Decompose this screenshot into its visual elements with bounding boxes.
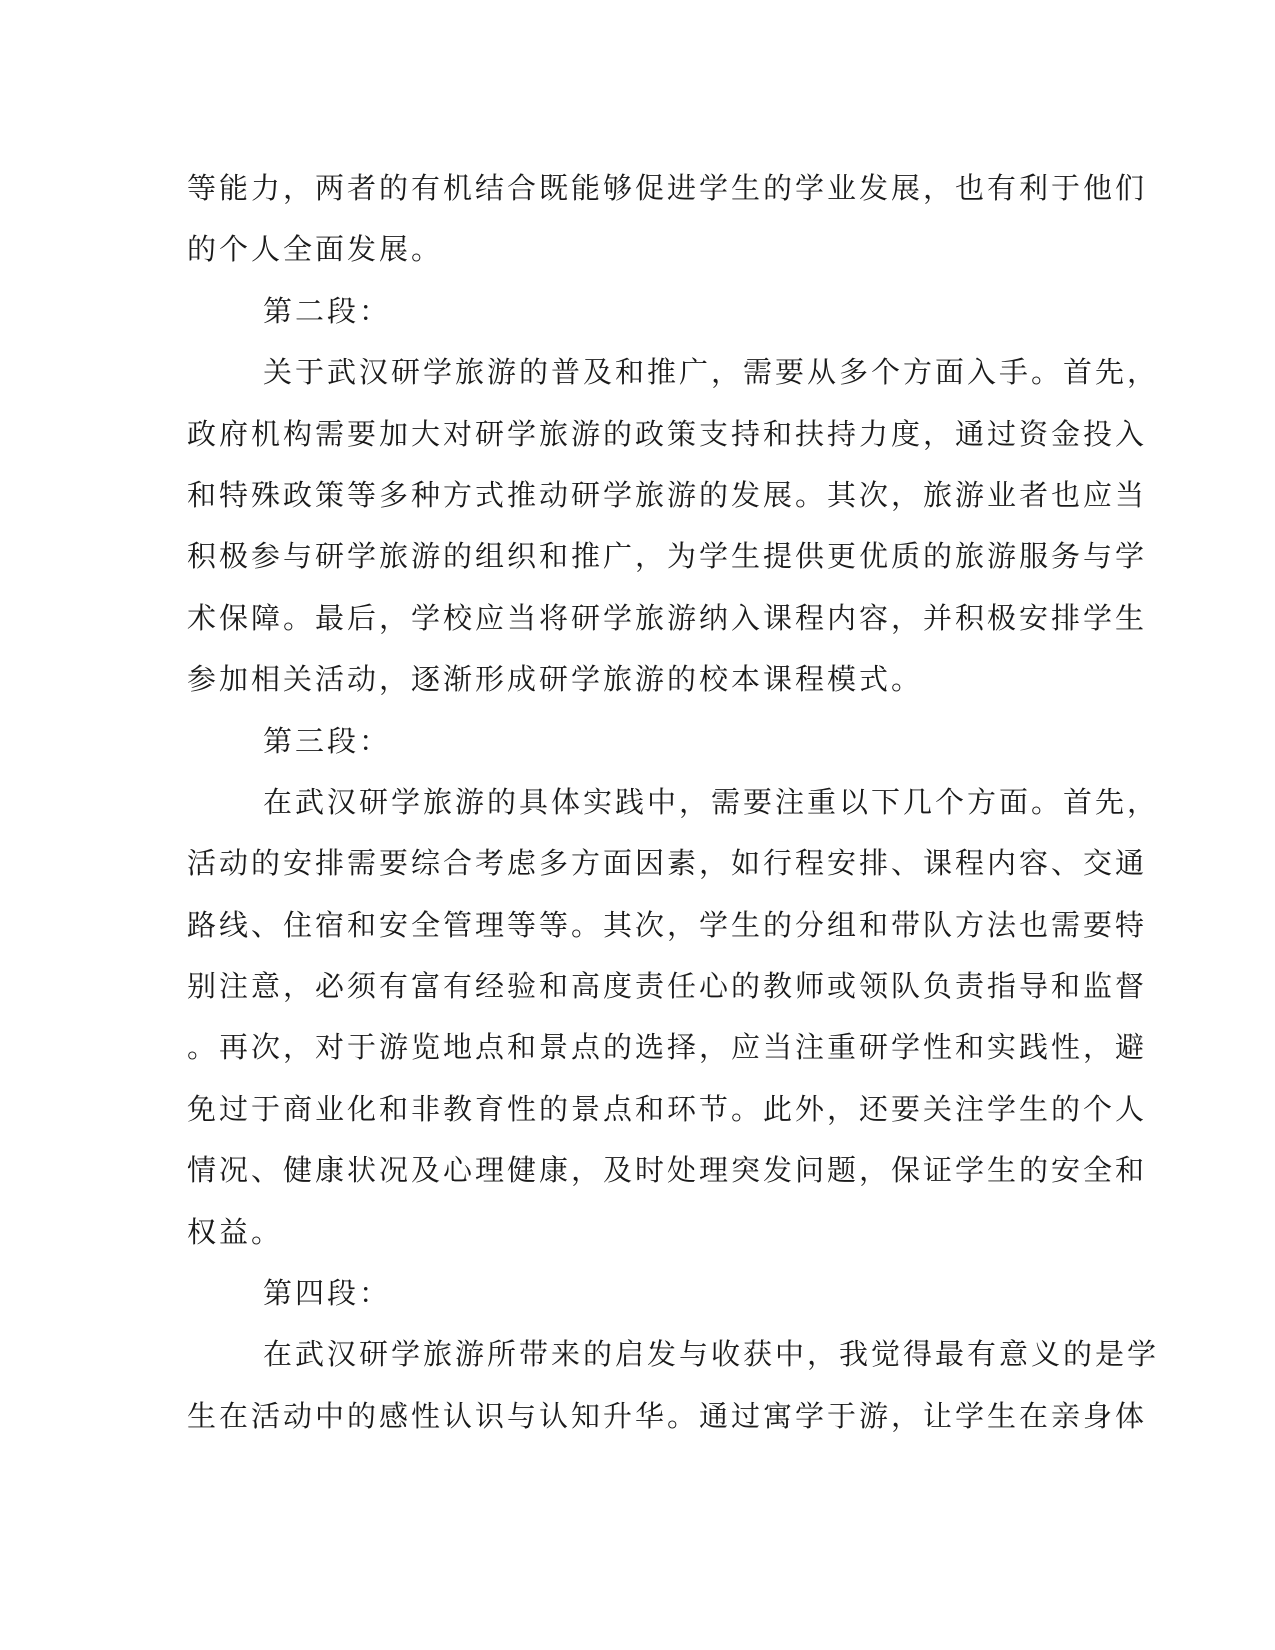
section-heading-3: 第三段： xyxy=(263,723,392,758)
text-line: 。再次，对于游览地点和景点的选择，应当注重研学性和实践性，避 xyxy=(187,1030,1148,1065)
document-body xyxy=(187,158,1160,1447)
text-line: 等能力，两者的有机结合既能够促进学生的学业发展，也有利于他们 xyxy=(187,171,1148,205)
section-heading-2: 第二段： xyxy=(263,293,392,328)
section-heading-4: 第四段： xyxy=(263,1276,392,1311)
text-line: 路线、住宿和安全管理等等。其次，学生的分组和带队方法也需要特 xyxy=(187,907,1148,942)
text-line: 情况、健康状况及心理健康，及时处理突发问题，保证学生的安全和 xyxy=(187,1153,1148,1188)
text-line: 生在活动中的感性认识与认知升华。通过寓学于游，让学生在亲身体 xyxy=(187,1398,1148,1433)
text-line: 政府机构需要加大对研学旅游的政策支持和扶持力度，通过资金投入 xyxy=(187,416,1148,451)
text-line: 在武汉研学旅游的具体实践中，需要注重以下几个方面。首先， xyxy=(263,784,1160,819)
text-line: 在武汉研学旅游所带来的启发与收获中，我觉得最有意义的是学 xyxy=(263,1337,1160,1372)
text-line: 术保障。最后，学校应当将研学旅游纳入课程内容，并积极安排学生 xyxy=(187,600,1148,635)
text-line: 别注意，必须有富有经验和高度责任心的教师或领队负责指导和监督 xyxy=(187,969,1148,1004)
text-line: 关于武汉研学旅游的普及和推广，需要从多个方面入手。首先， xyxy=(263,355,1160,390)
text-line: 活动的安排需要综合考虑多方面因素，如行程安排、课程内容、交通 xyxy=(187,846,1148,881)
text-line: 参加相关活动，逐渐形成研学旅游的校本课程模式。 xyxy=(187,662,924,697)
text-line: 积极参与研学旅游的组织和推广，为学生提供更优质的旅游服务与学 xyxy=(187,539,1148,574)
text-line: 的个人全面发展。 xyxy=(187,232,444,267)
text-line: 权益。 xyxy=(187,1214,284,1249)
text-line: 免过于商业化和非教育性的景点和环节。此外，还要关注学生的个人 xyxy=(187,1091,1148,1126)
text-line: 和特殊政策等多种方式推动研学旅游的发展。其次，旅游业者也应当 xyxy=(187,477,1148,512)
